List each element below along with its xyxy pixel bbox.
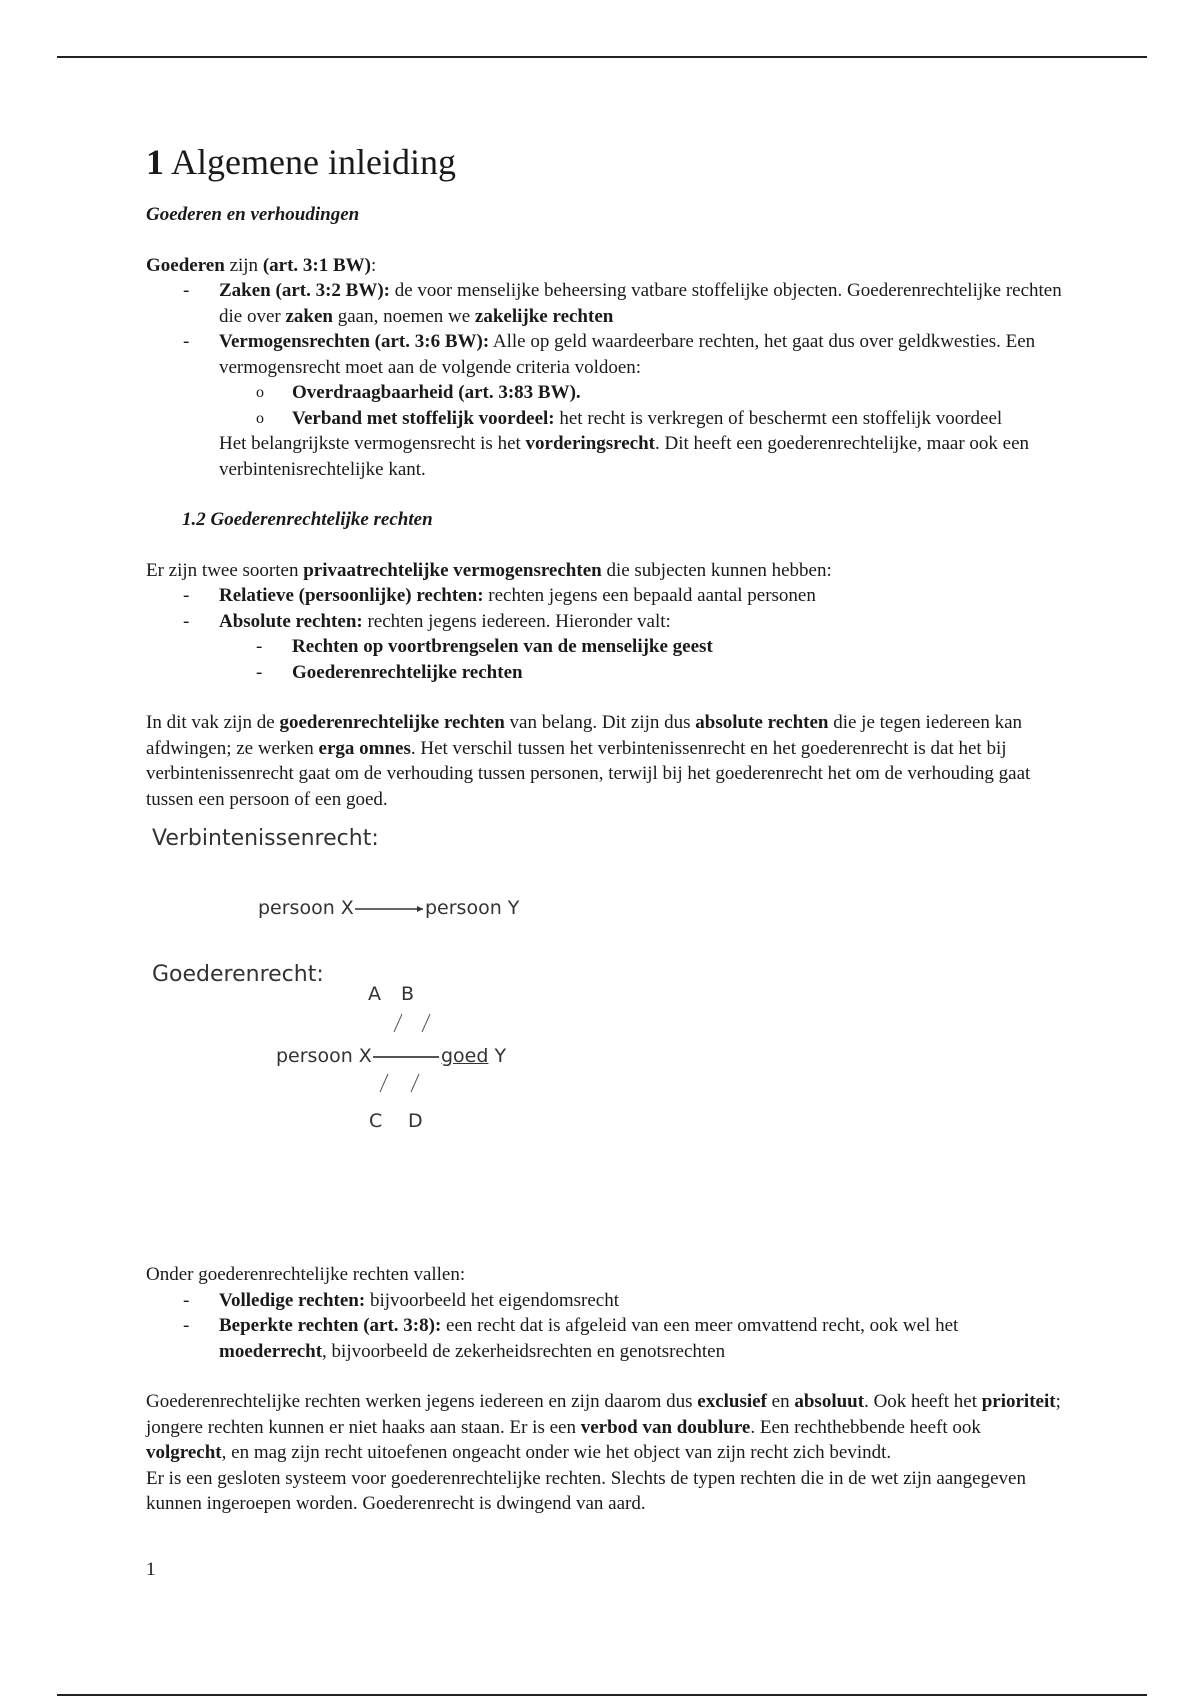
- subtitle: Goederen en verhoudingen: [146, 204, 360, 225]
- criteria-list: [219, 380, 1066, 431]
- diagram-goederenrecht: [146, 952, 1066, 1262]
- rights-list: [146, 583, 1066, 685]
- list-item: o Overdraagbaarheid (art. 3:83 BW).: [292, 380, 1066, 406]
- section-heading: 1.2 Goederenrechtelijke rechten: [182, 509, 433, 530]
- page-title: 1 Algemene inleiding: [146, 142, 456, 182]
- absolute-sublist: [219, 634, 1066, 685]
- diagram-verbintenissenrecht: [146, 812, 1066, 952]
- vorderingsrecht-note: Het belangrijkste vermogensrecht is het vorderingsrecht. Dit heeft een goederenrechtelijke, maar ook een verbintenisrechtelijke kant.: [219, 433, 1030, 480]
- bottom-rule: [57, 1694, 1147, 1696]
- diagram-label: goed Y: [441, 1045, 507, 1067]
- node-b: B: [401, 983, 415, 1005]
- list-item: - Beperkte rechten (art. 3:8): een recht dat is afgeleid van een meer omvattend recht, ook wel het moederrecht, bijvoorbeeld de zekerheidsrechten en genotsrechten: [219, 1313, 1066, 1364]
- vallen-intro: Onder goederenrechtelijke rechten vallen:: [146, 1264, 466, 1285]
- rights-intro: Er zijn twee soorten privaatrechtelijke vermogensrechten die subjecten kunnen hebben:: [146, 559, 832, 581]
- top-rule: [57, 56, 1147, 58]
- arrow-line: [146, 812, 1066, 952]
- list-item: - Goederenrechtelijke rechten: [292, 660, 1066, 686]
- list-item: - Volledige rechten: bijvoorbeeld het eigendomsrecht: [219, 1288, 1066, 1314]
- goederen-intro: Goederen zijn (art. 3:1 BW):: [146, 254, 377, 276]
- list-item: - Rechten op voortbrengselen van de menselijke geest: [292, 634, 1066, 660]
- node-a: A: [368, 983, 381, 1005]
- erga-omnes-paragraph: In dit vak zijn de goederenrechtelijke rechten van belang. Dit zijn dus absolute rechten die je tegen iedereen kan afdwingen; ze werken erga omnes. Het verschil tussen het verbintenissenrecht en het goederenrecht is dat het bij verbintenissenrecht gaat om de verhouding tussen personen, terwijl bij het goederenrecht het om de verhouding gaat tussen een persoon of een goed.: [146, 712, 1031, 810]
- goederen-list: [146, 278, 1066, 482]
- vallen-list: [146, 1288, 1066, 1365]
- list-item: - Relatieve (persoonlijke) rechten: rechten jegens een bepaald aantal personen: [219, 583, 1066, 609]
- diagram-lines: [146, 952, 1066, 1262]
- page-number: 1: [146, 1558, 156, 1580]
- gesloten-systeem-paragraph: Er is een gesloten systeem voor goederenrechtelijke rechten. Slechts de typen rechten die in de wet zijn aangegeven kunnen ingeroepen worden. Goederenrecht is dwingend van aard.: [146, 1467, 1026, 1514]
- diagram-label: persoon X: [258, 897, 354, 919]
- list-item: o Verband met stoffelijk voordeel: het recht is verkregen of beschermt een stoffelijk voordeel: [292, 406, 1066, 432]
- node-d: D: [408, 1110, 423, 1132]
- list-item: - Zaken (art. 3:2 BW): de voor menselijke beheersing vatbare stoffelijke objecten. Goederenrechtelijke rechten die over zaken gaan, noemen we zakelijke rechten: [219, 278, 1066, 329]
- diagram-title: Verbintenissenrecht:: [152, 826, 379, 851]
- list-item: - Absolute rechten: rechten jegens iedereen. Hieronder valt: - Rechten op voortbrengselen van de menselijke geest - Goederenrechtelijke rechten: [219, 609, 1066, 686]
- diagram-label: persoon X: [276, 1045, 372, 1067]
- node-c: C: [369, 1110, 383, 1132]
- document-body: [146, 140, 1066, 1582]
- diagram-title: Goederenrecht:: [152, 962, 324, 987]
- exclusief-paragraph: Goederenrechtelijke rechten werken jegens iedereen en zijn daarom dus exclusief en absoluut. Ook heeft het prioriteit; jongere rechten kunnen er niet haaks aan staan. Er is een verbod van doublure. Een rechthebbende heeft ook volgrecht, en mag zijn recht uitoefenen ongeacht onder wie het object van zijn recht zich bevindt.: [146, 1391, 1061, 1463]
- diagram-label: persoon Y: [425, 897, 520, 919]
- list-item: - Vermogensrechten (art. 3:6 BW): Alle op geld waardeerbare rechten, het gaat dus over geldkwesties. Een vermogensrecht moet aan de volgende criteria voldoen: o Overdraagbaarheid (art. 3:83 BW). o Verband met stoffelijk voordeel: het recht is verkregen of beschermt een stoffelijk voordeel Het belangrijkste vermogensrecht is het vorderingsrecht. Dit heeft een goederenrechtelijke, maar ook een verbintenisrechtelijke kant.: [219, 329, 1066, 482]
